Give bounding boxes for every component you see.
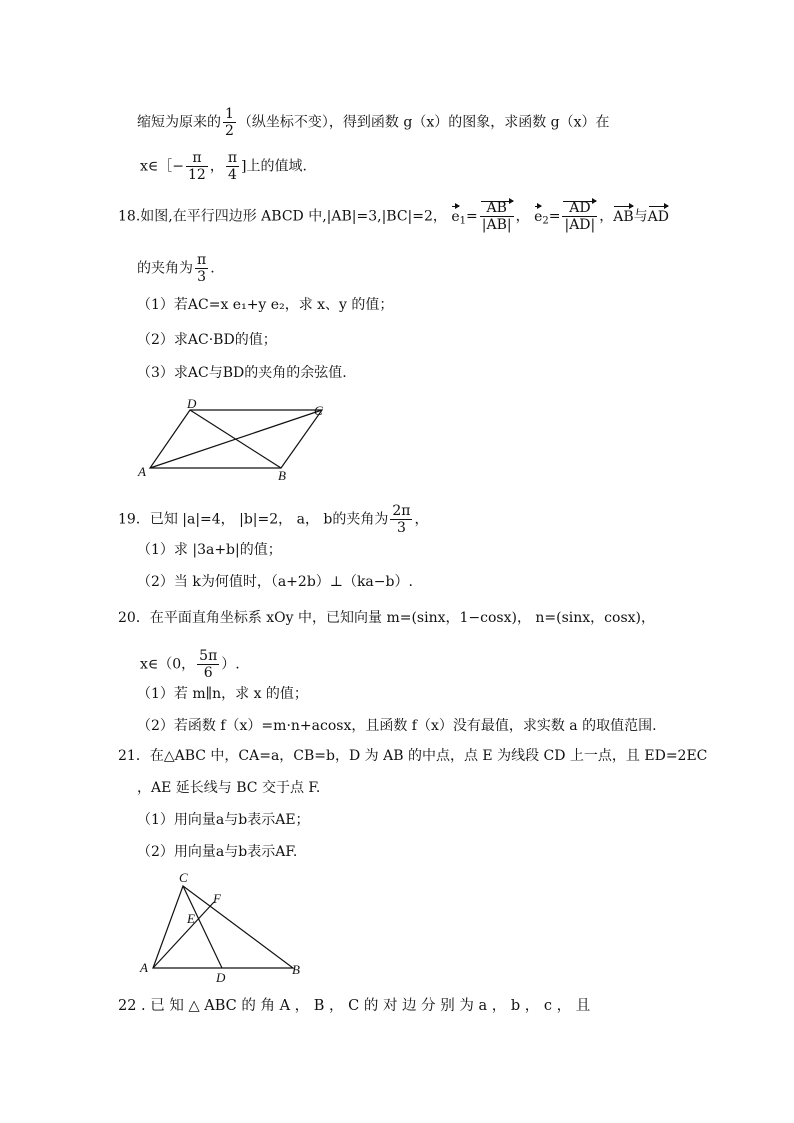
label-A: A [138, 464, 146, 479]
q20-part1: （1）若 m∥n，求 x 的值； [137, 686, 308, 702]
label-C: C [314, 403, 323, 418]
parallelogram-figure [136, 396, 336, 482]
tri-label-F: F [213, 891, 221, 906]
tri-label-E: E [187, 911, 195, 926]
q18-part2: （2）求AC·BD的值； [137, 332, 277, 348]
q18-part3: （3）求AC与BD的夹角的余弦值. [137, 365, 347, 381]
q22-stem: 22 . 已 知 △ ABC 的 角 A ， B ， C 的 对 边 分 别 为 a ， b ， c ， 且 [118, 998, 591, 1014]
q19-stem: 19．已知 |a|=4， |b|=2， a， b的夹角为 $\frac{2\pi}{3}$ ， [118, 503, 429, 536]
q20-stem: 20．在平面直角坐标系 xOy 中，已知向量 m=(sinx，1−cosx)， n=(sinx，cosx)， [118, 610, 655, 626]
q17-line2: x∈［− $\frac{\pi}{12}$ ， $\frac{\pi}{4}$ ]上的值域. [140, 150, 307, 183]
label-B: B [278, 468, 286, 482]
q21-stem: 21．在△ABC 中，CA=a，CB=b，D 为 AB 的中点，点 E 为线段 CD 上一点，且 ED=2EC [118, 748, 708, 764]
q18-part1: （1）若AC=x e₁+y e₂，求 x、y 的值； [137, 297, 394, 313]
q17-line1: 缩短为原来的 $\frac{1}{2}$ （纵坐标不变），得到函数 g（x）的图象，求函数 g（x）在 [137, 106, 610, 139]
q20-domain: x∈（0， $\frac{5\pi}{6}$ ）. [140, 648, 240, 681]
fraction-half: $\frac{1}{2}$ [225, 106, 234, 139]
tri-label-C: C [179, 870, 188, 885]
q18-stem: 18.如图,在平行四边形 ABCD 中,|AB|=3,|BC|=2， $e_1=$ $\frac{AB}{|AB|}$ ， $e_2=$ $\frac{AD}{|AD|}$ ，AB与AD [118, 200, 670, 233]
q21-stem2: ，AE 延长线与 BC 交于点 F. [137, 780, 321, 796]
triangle-figure [136, 868, 316, 986]
tri-label-D: D [216, 970, 226, 985]
tri-label-A: A [140, 960, 148, 975]
q18-angle: 的夹角为 $\frac{\pi}{3}$ . [137, 252, 215, 285]
q21-part1: （1）用向量a与b表示AE； [137, 812, 310, 828]
q20-part2: （2）若函数 f（x）=m·n+acosx，且函数 f（x）没有最值，求实数 a 的取值范围. [137, 718, 657, 734]
label-D: D [187, 396, 197, 411]
q21-part2: （2）用向量a与b表示AF. [137, 844, 298, 860]
tri-label-B: B [292, 962, 300, 977]
q19-part1: （1）求 |3a+b|的值； [137, 542, 282, 558]
q19-part2: （2）当 k为何值时，（a+2b）⊥（ka−b）. [137, 574, 413, 590]
